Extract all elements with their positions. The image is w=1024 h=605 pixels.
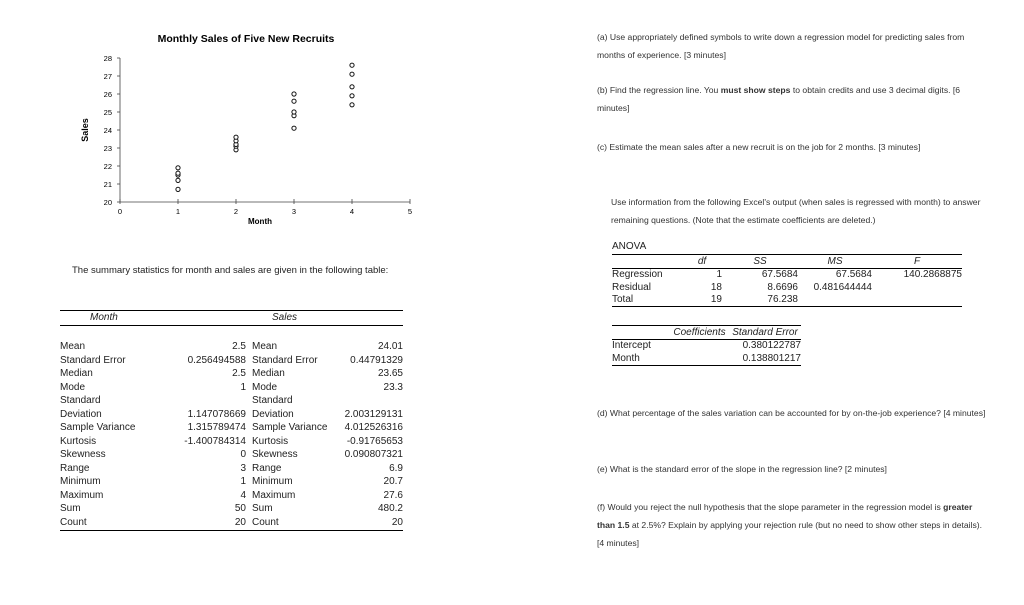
summary-row bbox=[60, 381, 403, 395]
anova-df-value: 1 bbox=[716, 269, 722, 281]
data-point bbox=[176, 178, 180, 182]
coef-term-label: Month bbox=[612, 352, 640, 364]
anova-ms-value: 0.481644444 bbox=[813, 281, 872, 293]
question-a: (a) Use appropriately defined symbols to write down a regression model for predicting sales from months of experience. [3 minutes] bbox=[597, 32, 965, 60]
summary-sales-value bbox=[338, 394, 403, 408]
question-b-emphasis: must show steps bbox=[720, 85, 791, 95]
data-point bbox=[350, 94, 354, 98]
anova-ms-value: 67.5684 bbox=[835, 269, 872, 281]
summary-month-stat-label: Maximum bbox=[60, 489, 104, 501]
y-ticks bbox=[104, 54, 120, 207]
anova-table bbox=[612, 254, 962, 307]
coef-row bbox=[612, 352, 801, 365]
coef-header-blank bbox=[612, 326, 670, 340]
summary-month-value: 3 bbox=[240, 462, 246, 474]
summary-month-stat-label: Median bbox=[60, 368, 93, 380]
summary-month-stat-label: Standard bbox=[60, 395, 101, 407]
summary-month-value bbox=[154, 394, 246, 408]
anova-header-ms: MS bbox=[827, 255, 843, 267]
anova-row bbox=[612, 294, 962, 307]
summary-month-value: 0 bbox=[240, 449, 246, 461]
summary-row bbox=[60, 448, 403, 462]
summary-sales-value: 27.6 bbox=[383, 489, 403, 501]
y-tick-label: 25 bbox=[103, 108, 112, 117]
summary-sales-value: 23.65 bbox=[377, 368, 403, 380]
summary-month-stat-label: Count bbox=[60, 516, 87, 528]
y-tick-label: 20 bbox=[103, 198, 112, 207]
excel-info: Use information from the following Excel's output (when sales is regressed with month) to answer remaining questions. (Note that the estimate coefficients are deleted.) bbox=[611, 197, 981, 225]
y-tick-label: 21 bbox=[103, 180, 112, 189]
summary-sales-stat-label: Kurtosis bbox=[252, 435, 289, 447]
summary-month-stat-label: Skewness bbox=[60, 449, 106, 461]
x-tick-label: 3 bbox=[291, 207, 297, 216]
question-e: (e) What is the standard error of the slope in the regression line? [2 minutes] bbox=[597, 464, 887, 474]
coef-standard-error-value: 0.380122787 bbox=[742, 340, 801, 352]
scatter-chart bbox=[70, 28, 430, 238]
chart-axes bbox=[120, 58, 410, 202]
y-axis-label: Sales bbox=[80, 118, 90, 142]
anova-ss-value: 76.238 bbox=[767, 294, 798, 306]
summary-sales-stat-label: Deviation bbox=[252, 408, 294, 420]
data-point bbox=[292, 92, 296, 96]
y-tick-label: 28 bbox=[103, 54, 112, 63]
anova-ms-value bbox=[798, 294, 872, 307]
summary-sales-value: 4.012526316 bbox=[344, 422, 403, 434]
summary-row bbox=[60, 421, 403, 435]
anova-source-label: Regression bbox=[612, 269, 663, 281]
anova-ss-value: 8.6696 bbox=[767, 281, 798, 293]
data-point bbox=[292, 99, 296, 103]
anova-f-value: 140.2868875 bbox=[903, 269, 962, 281]
summary-month-stat-label: Minimum bbox=[60, 476, 101, 488]
question-f-text: (f) Would you reject the null hypothesis that the slope parameter in the regression model is bbox=[597, 502, 944, 512]
data-points bbox=[176, 63, 354, 191]
summary-month-value: 0.256494588 bbox=[187, 354, 246, 366]
data-point bbox=[176, 171, 180, 175]
summary-month-value: -1.400784314 bbox=[184, 435, 246, 447]
summary-table bbox=[60, 310, 403, 531]
data-point bbox=[176, 187, 180, 191]
summary-sales-stat-label: Maximum bbox=[252, 489, 296, 501]
x-tick-label: 4 bbox=[349, 207, 355, 216]
data-point bbox=[292, 110, 296, 114]
summary-sales-value: 20 bbox=[391, 516, 403, 528]
summary-row bbox=[60, 354, 403, 368]
y-tick-label: 27 bbox=[103, 72, 112, 81]
data-point bbox=[350, 103, 354, 107]
question-b-text: (b) Find the regression line. You bbox=[597, 85, 721, 95]
summary-sales-value: 20.7 bbox=[383, 476, 403, 488]
summary-row bbox=[60, 462, 403, 476]
x-tick-label: 1 bbox=[175, 207, 181, 216]
anova-header-df: df bbox=[697, 255, 707, 267]
anova-header-f: F bbox=[913, 255, 921, 267]
summary-row bbox=[60, 475, 403, 489]
summary-month-stat-label: Mode bbox=[60, 381, 86, 393]
summary-month-value: 1 bbox=[240, 476, 246, 488]
summary-month-value: 4 bbox=[240, 489, 246, 501]
data-point bbox=[234, 135, 238, 139]
summary-sales-value: 2.003129131 bbox=[344, 408, 403, 420]
data-point bbox=[350, 72, 354, 76]
question-f-text-end: at 2.5%? Explain by applying your rejection rule (but no need to show other steps in details). [4 minutes] bbox=[597, 520, 983, 548]
anova-header-ss: SS bbox=[753, 255, 767, 267]
summary-sales-value: 24.01 bbox=[377, 341, 403, 353]
summary-sales-value: 23.3 bbox=[383, 381, 403, 393]
anova-row bbox=[612, 268, 962, 281]
summary-month-value: 1.147078669 bbox=[187, 408, 246, 420]
x-tick-label: 5 bbox=[407, 207, 413, 216]
question-c: (c) Estimate the mean sales after a new recruit is on the job for 2 months. [3 minutes] bbox=[597, 142, 921, 152]
summary-header-row bbox=[60, 310, 403, 326]
x-tick-label: 2 bbox=[233, 207, 239, 216]
summary-sales-stat-label: Skewness bbox=[252, 449, 298, 461]
summary-sales-stat-label: Standard Error bbox=[252, 354, 318, 366]
data-point bbox=[350, 63, 354, 67]
summary-month-stat-label: Kurtosis bbox=[60, 435, 97, 447]
summary-month-value: 2.5 bbox=[232, 341, 246, 353]
summary-month-stat-label: Deviation bbox=[60, 408, 102, 420]
summary-row bbox=[60, 516, 403, 530]
coef-term-label: Intercept bbox=[612, 340, 651, 352]
coef-header-standard-error: Standard Error bbox=[732, 326, 798, 338]
summary-sales-stat-label: Minimum bbox=[252, 476, 293, 488]
chart-title: Monthly Sales of Five New Recruits bbox=[157, 33, 335, 45]
summary-month-value: 20 bbox=[234, 516, 246, 528]
summary-sales-value: 0.44791329 bbox=[350, 354, 403, 366]
summary-sales-stat-label: Sample Variance bbox=[252, 422, 328, 434]
summary-row bbox=[60, 367, 403, 381]
coefficients-table bbox=[612, 325, 801, 366]
summary-sales-value: -0.91765653 bbox=[346, 435, 403, 447]
summary-intro: The summary statistics for month and sales are given in the following table: bbox=[72, 265, 389, 276]
summary-row bbox=[60, 340, 403, 354]
x-ticks bbox=[118, 199, 412, 216]
anova-row bbox=[612, 281, 962, 294]
data-point bbox=[350, 85, 354, 89]
summary-sales-stat-label: Standard bbox=[252, 395, 293, 407]
x-tick-label: 0 bbox=[117, 207, 123, 216]
question-d: (d) What percentage of the sales variation can be accounted for by on-the-job experience? [4 minutes] bbox=[597, 408, 986, 418]
anova-source-label: Residual bbox=[612, 281, 651, 293]
x-axis-label: Month bbox=[248, 217, 272, 226]
summary-month-stat-label: Standard Error bbox=[60, 354, 126, 366]
summary-sales-stat-label: Count bbox=[252, 516, 279, 528]
summary-month-stat-label: Sum bbox=[60, 503, 81, 515]
summary-sales-stat-label: Mean bbox=[252, 341, 278, 353]
coef-estimate-value bbox=[670, 339, 729, 352]
data-point bbox=[292, 126, 296, 130]
summary-month-value: 1.315789474 bbox=[187, 422, 246, 434]
anova-source-label: Total bbox=[612, 294, 634, 306]
coef-header-coefficients: Coefficients bbox=[673, 326, 726, 338]
data-point bbox=[176, 166, 180, 170]
summary-row bbox=[60, 489, 403, 503]
summary-month-value: 1 bbox=[240, 381, 246, 393]
question-f bbox=[597, 498, 987, 552]
anova-df-value: 18 bbox=[710, 281, 722, 293]
anova-header-blank bbox=[612, 255, 682, 269]
anova-f-value bbox=[872, 294, 962, 307]
summary-sales-stat-label: Range bbox=[252, 462, 282, 474]
anova-f-value bbox=[872, 281, 962, 294]
coef-estimate-value bbox=[670, 352, 729, 365]
y-tick-label: 23 bbox=[103, 144, 112, 153]
summary-row bbox=[60, 502, 403, 516]
summary-sales-stat-label: Median bbox=[252, 368, 285, 380]
month-header: Month bbox=[90, 312, 118, 323]
y-tick-label: 24 bbox=[103, 126, 112, 135]
anova-ss-value: 67.5684 bbox=[761, 269, 798, 281]
coef-row bbox=[612, 339, 801, 352]
y-tick-label: 22 bbox=[103, 162, 112, 171]
summary-month-stat-label: Sample Variance bbox=[60, 422, 136, 434]
sales-header: Sales bbox=[272, 312, 298, 323]
summary-sales-value: 480.2 bbox=[377, 503, 403, 515]
anova-title: ANOVA bbox=[612, 241, 647, 252]
summary-month-stat-label: Mean bbox=[60, 341, 86, 353]
summary-row bbox=[60, 394, 403, 408]
summary-month-stat-label: Range bbox=[60, 462, 90, 474]
y-tick-label: 26 bbox=[103, 90, 112, 99]
anova-df-value: 19 bbox=[710, 294, 722, 306]
summary-sales-value: 6.9 bbox=[389, 462, 403, 474]
summary-row bbox=[60, 435, 403, 449]
summary-month-value: 50 bbox=[234, 503, 246, 515]
summary-sales-stat-label: Mode bbox=[252, 381, 278, 393]
question-f-emphasis: greater than 1.5 bbox=[597, 502, 973, 530]
coef-standard-error-value: 0.138801217 bbox=[742, 352, 801, 364]
question-b bbox=[597, 81, 987, 117]
summary-row bbox=[60, 408, 403, 422]
question-b-text-end: to obtain credits and use 3 decimal digits. [6 minutes] bbox=[597, 85, 961, 113]
summary-bottom-rule bbox=[60, 530, 403, 531]
summary-sales-value: 0.090807321 bbox=[344, 449, 403, 461]
summary-month-value: 2.5 bbox=[232, 368, 246, 380]
summary-sales-stat-label: Sum bbox=[252, 503, 273, 515]
